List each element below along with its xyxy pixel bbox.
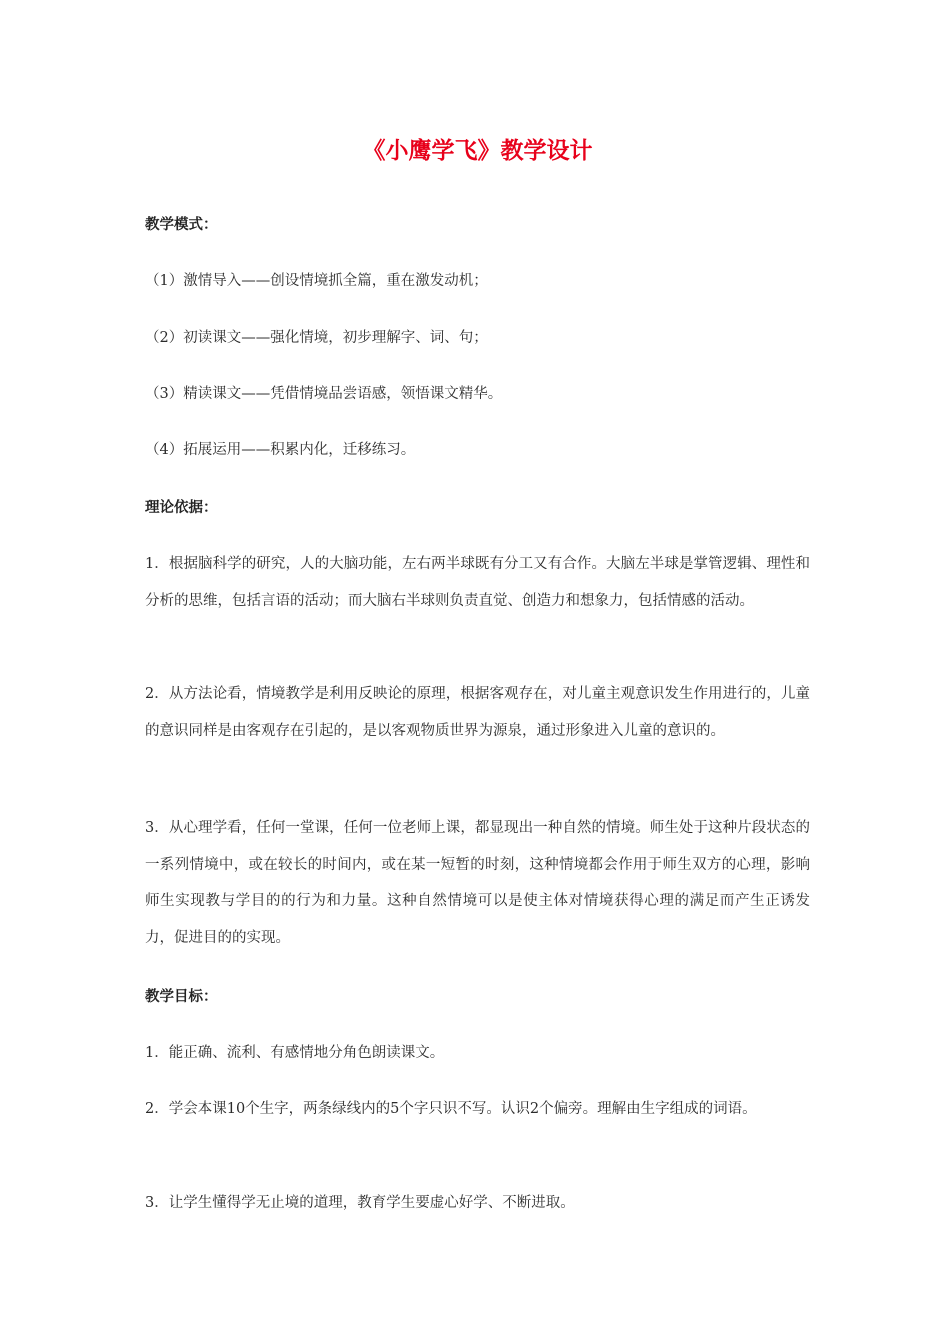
section-heading-teaching-goals: 教学目标： xyxy=(145,989,218,1005)
teaching-goal-item: 3．让学生懂得学无止境的道理，教育学生要虚心好学、不断进取。 xyxy=(145,1195,575,1211)
teaching-mode-item: （2）初读课文——强化情境，初步理解字、词、句； xyxy=(145,330,488,346)
document-title: 《小鹰学飞》教学设计 xyxy=(362,138,593,164)
section-heading-teaching-mode: 教学模式： xyxy=(145,217,218,233)
theory-basis-item: 1．根据脑科学的研究，人的大脑功能，左右两半球既有分工又有合作。大脑左半球是掌管逻辑、理性和分析的思维，包括言语的活动；而大脑右半球则负责直觉、创造力和想象力，包括情感的活动。 xyxy=(145,556,810,609)
teaching-mode-item: （4）拓展运用——积累内化，迁移练习。 xyxy=(145,442,416,458)
teaching-goal-item: 2．学会本课10个生字，两条绿线内的5个字只识不写。认识2个偏旁。理解由生字组成的词语。 xyxy=(145,1101,757,1117)
teaching-mode-item: （3）精读课文——凭借情境品尝语感，领悟课文精华。 xyxy=(145,386,503,402)
teaching-goal-item: 1．能正确、流利、有感情地分角色朗读课文。 xyxy=(145,1045,445,1061)
section-heading-theory-basis: 理论依据： xyxy=(145,500,218,516)
teaching-mode-item: （1）激情导入——创设情境抓全篇，重在激发动机； xyxy=(145,273,488,289)
theory-basis-item: 3．从心理学看，任何一堂课，任何一位老师上课，都显现出一种自然的情境。师生处于这种片段状态的一系列情境中，或在较长的时间内，或在某一短暂的时刻，这种情境都会作用于师生双方的心理，影响师生实现教与学目的的行为和力量。这种自然情境可以是使主体对情境获得心理的满足而产生正诱发力，促进目的的实现。 xyxy=(145,820,810,946)
theory-basis-item: 2．从方法论看，情境教学是利用反映论的原理，根据客观存在，对儿童主观意识发生作用进行的，儿童的意识同样是由客观存在引起的，是以客观物质世界为源泉，通过形象进入儿童的意识的。 xyxy=(145,686,810,739)
